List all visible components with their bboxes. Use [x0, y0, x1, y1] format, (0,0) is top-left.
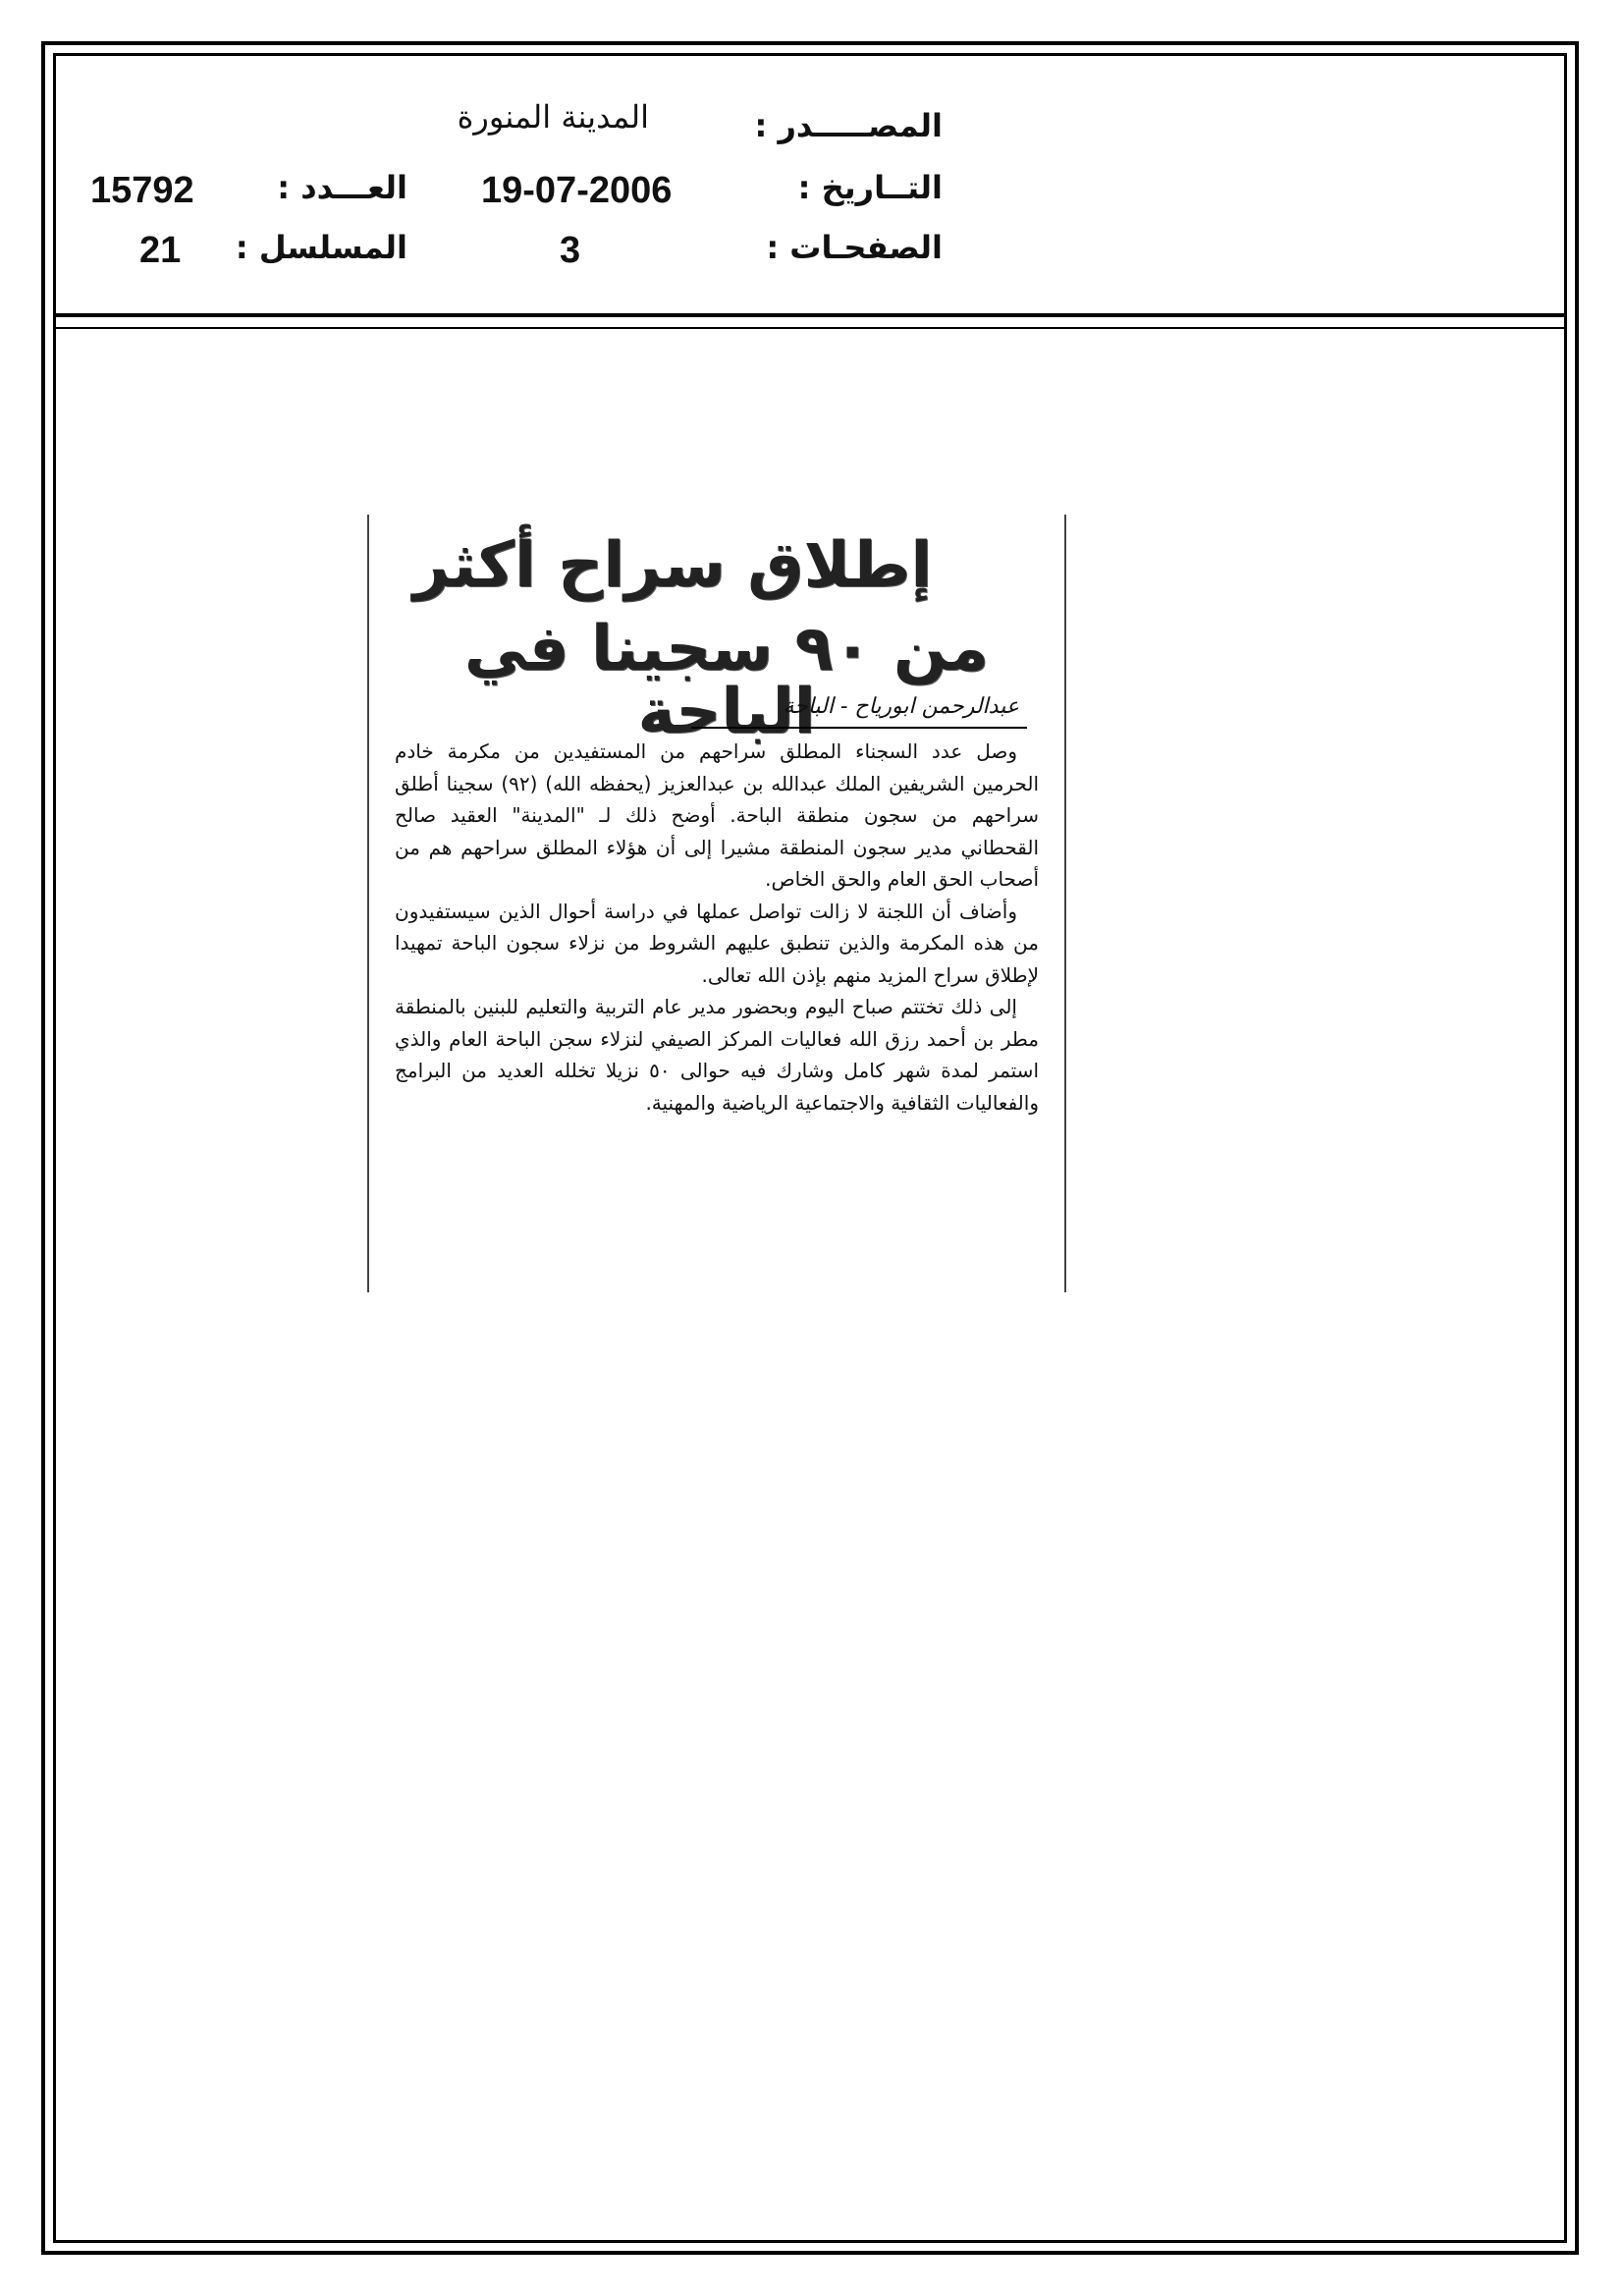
source-label: المصـــــدر :: [754, 107, 943, 144]
article-byline: عبدالرحمن ابورياح - الباحة: [783, 694, 1019, 719]
pages-value: 3: [560, 230, 581, 271]
article-headline-line-2: من ٩٠ سجينا في الباحة: [463, 613, 990, 748]
pages-label: الصفحـات :: [766, 229, 943, 266]
column-rule-left: [367, 515, 369, 1292]
issue-label: العـــدد :: [277, 169, 407, 206]
date-label: التــاريخ :: [797, 169, 943, 206]
article-paragraph: إلى ذلك تختتم صباح اليوم وبحضور مدير عام التربية والتعليم للبنين بالمنطقة مطر بن أحمد رزق الله فعاليات المركز الصيفي لنزلاء سجن الباحة العام والذي استمر لمدة شهر كامل وشارك فيه حوالى ٥٠ نزيلا تخلله العديد من البرامج والفعاليات الثقافية والاجتماعية الرياضية والمهنية.: [395, 995, 1039, 1115]
article-paragraph: وصل عدد السجناء المطلق سراحهم من المستفيدين من مكرمة خادم الحرمين الشريفين الملك عبدالله بن عبدالعزيز (يحفظه الله) (٩٢) سجينا أطلق سراحهم من سجون منطقة الباحة. أوضح ذلك لـ "المدينة" العقيد صالح القحطاني مدير سجون المنطقة مشيرا إلى أن هؤلاء المطلق سراحهم هم من أصحاب الحق العام والحق الخاص.: [395, 739, 1040, 891]
byline-underline: [691, 727, 1027, 729]
article-headline-line-1: إطلاق سراح أكثر: [412, 529, 933, 602]
header-divider-thin: [53, 327, 1567, 329]
column-rule-right: [1064, 515, 1066, 1292]
date-value: 19-07-2006: [481, 170, 673, 211]
issue-value: 15792: [90, 170, 194, 211]
serial-label: المسلسل :: [235, 229, 407, 266]
article-body: [395, 736, 1039, 1119]
serial-value: 21: [139, 230, 182, 271]
article-paragraph: وأضاف أن اللجنة لا زالت تواصل عملها في دراسة أحوال الذين سيستفيدون من هذه المكرمة والذين تنطبق عليهم الشروط من نزلاء سجون الباحة تمهيدا لإطلاق سراح المزيد منهم بإذن الله تعالى.: [395, 899, 1039, 987]
source-value: المدينة المنورة: [457, 98, 649, 136]
newspaper-clipping: [367, 515, 1066, 1292]
header-divider: [53, 313, 1567, 317]
